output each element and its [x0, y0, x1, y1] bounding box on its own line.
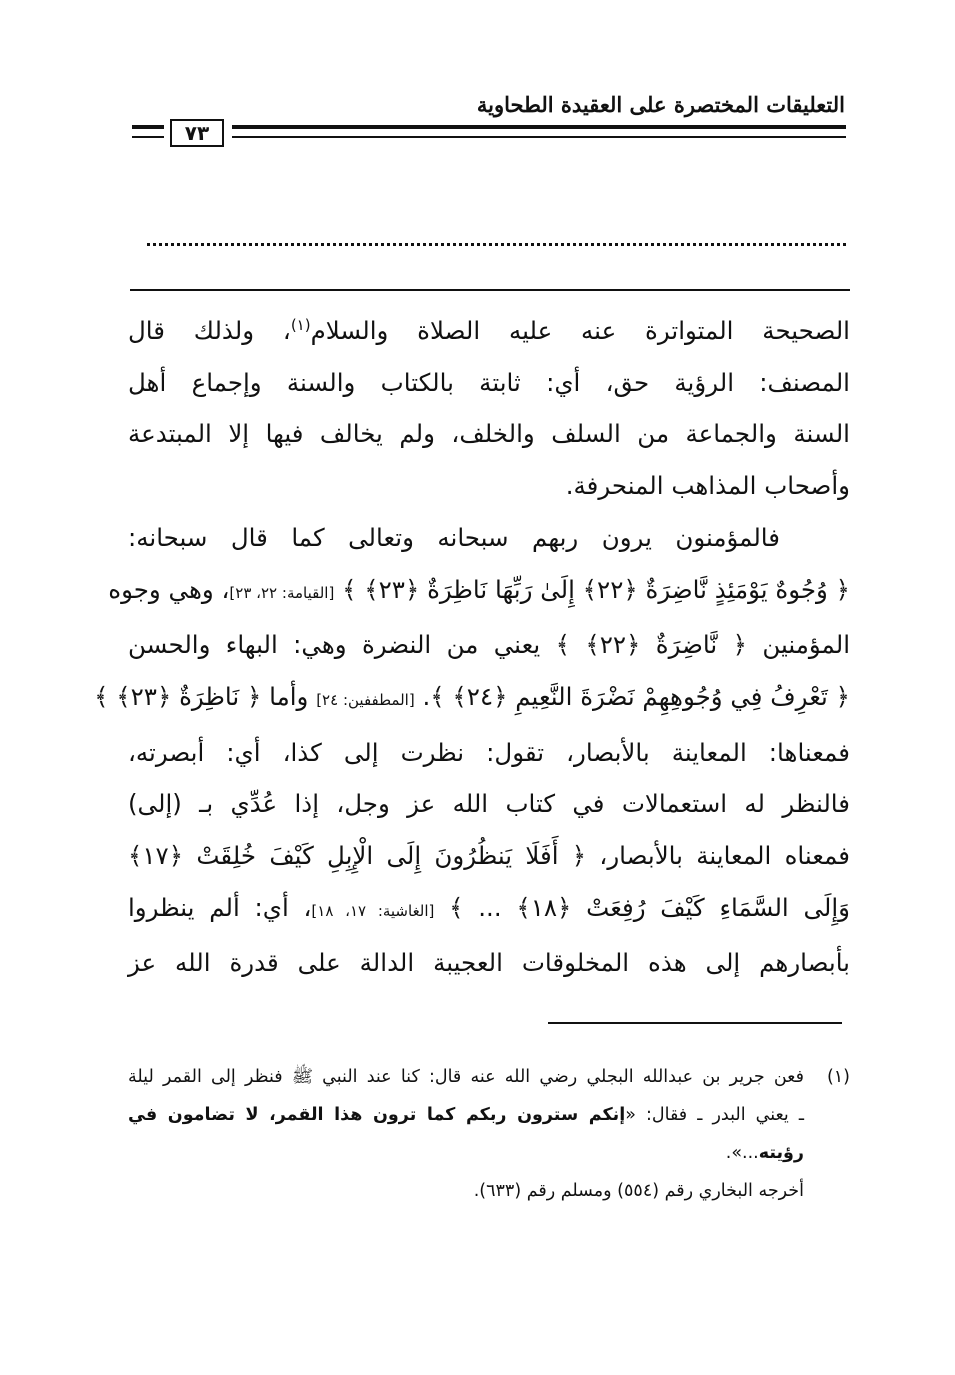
footnote-line-3: رؤيته...». [725, 1143, 804, 1163]
text-line-5: فالمؤمنون يرون ربهم سبحانه وتعالى كما قال سبحانه: [128, 522, 780, 552]
quran-verse: ﴿ وُجُوهٌ يَوْمَئِذٍ نَّاضِرَةٌ ﴿٢٢﴾ إِلَىٰ رَبِّهَا نَاظِرَةٌ ﴿٢٣﴾ ﴾ [342, 574, 850, 604]
footnote-text [128, 1058, 804, 1210]
text-line-4: وأصحاب المذاهب المنحرفة. [565, 471, 850, 501]
footnote-line-1: فعن جرير بن عبدالله البجلي رضي الله عنه قال: كنا عند النبي ﷺ فنظر إلى القمر ليلة [128, 1067, 804, 1087]
text-line-3: السنة والجماعة من السلف والخلف، ولم يخالف فيها إلا المبتدعة [128, 419, 850, 449]
text-line-9: فمعناها: المعاينة بالأبصار، تقول: نظرت إلى كذا، أي: أبصرته، [128, 737, 850, 767]
verse-reference: [الغاشية: ١٧، ١٨] [311, 901, 435, 920]
footnote-rule [548, 1022, 842, 1024]
quran-verse: وَإِلَى السَّمَاءِ كَيْفَ رُفِعَتْ ﴿١٨﴾ ... ﴾ [449, 892, 850, 922]
header-rule-left [132, 125, 164, 129]
running-title: التعليقات المختصرة على العقيدة الطحاوية [476, 92, 845, 117]
page-number: ٧٣ [170, 119, 224, 147]
text-top-rule [130, 289, 850, 291]
main-text [94, 305, 850, 989]
header-rule-left-thin [132, 136, 164, 138]
header-rule-right-thin [232, 136, 846, 138]
footnote-source: أخرجه البخاري رقم (٥٥٤) ومسلم رقم (٦٣٣). [473, 1181, 804, 1201]
verse-reference: [القيامة: ٢٢، ٢٣] [229, 583, 335, 602]
text-line-6: ﴿ وُجُوهٌ يَوْمَئِذٍ نَّاضِرَةٌ ﴿٢٢﴾ إِلَىٰ رَبِّهَا نَاظِرَةٌ ﴿٢٣﴾ ﴾ [القيامة: ٢٢، ٢٣]، وهي وجوه [108, 574, 850, 604]
quran-verse: ﴿ تَعْرِفُ فِي وُجُوهِهِمْ نَضْرَةَ النَّعِيمِ ﴿٢٤﴾ ﴾. [422, 681, 850, 711]
verse-reference: [المطففين: ٢٤] [316, 690, 415, 709]
text-line-2: المصنف: الرؤية حق، أي: ثابتة بالكتاب والسنة وإجماع أهل [128, 367, 850, 397]
text-line-11: فمعناه المعاينة بالأبصار، ﴿ أَفَلَا يَنظُرُونَ إِلَى الْإِبِلِ كَيْفَ خُلِقَتْ ﴿١٧﴾ [128, 841, 850, 871]
footnote-number: (١) [826, 1067, 850, 1087]
footnote-ref[interactable]: (١) [290, 315, 311, 334]
text-line-7: المؤمنين ﴿ نَّاضِرَةٌ ﴿٢٢﴾ ﴾ يعني من النضرة وهي: البهاء والحسن [128, 630, 850, 660]
footnotes [128, 1058, 850, 1210]
hadith-quote-end: رؤيته [758, 1143, 804, 1163]
footnote-1 [128, 1058, 850, 1210]
text-line-8: ﴿ تَعْرِفُ فِي وُجُوهِهِمْ نَضْرَةَ النَّعِيمِ ﴿٢٤﴾ ﴾. [المطففين: ٢٤] وأما ﴿ نَاظِرَةٌ ﴿٢٣﴾ ﴾ [94, 681, 850, 711]
dotted-separator [147, 243, 846, 246]
header-rule-right [232, 125, 846, 129]
text-line-12: وَإِلَى السَّمَاءِ كَيْفَ رُفِعَتْ ﴿١٨﴾ ... ﴾ [الغاشية: ١٧، ١٨]، أي: ألم ينظروا [128, 892, 850, 922]
text-line-1: الصحيحة المتواترة عنه عليه الصلاة والسلام$^{(١)}$، ولذلك قال [128, 315, 850, 345]
footnote-line-2: ـ يعني البدر ـ فقال: «إنكم سترون ربكم كما ترون هذا القمر، لا تضامون في [128, 1105, 805, 1125]
text-line-13: بأبصارهم إلى هذه المخلوقات العجيبة الدالة على قدرة الله عز [128, 948, 850, 978]
hadith-quote: إنكم سترون ربكم كما ترون هذا القمر، لا تضامون في [128, 1105, 626, 1125]
text-line-10: فالنظر له استعمالات في كتاب الله عز وجل، إذا عُدِّي بـ (إلى) [128, 789, 850, 819]
